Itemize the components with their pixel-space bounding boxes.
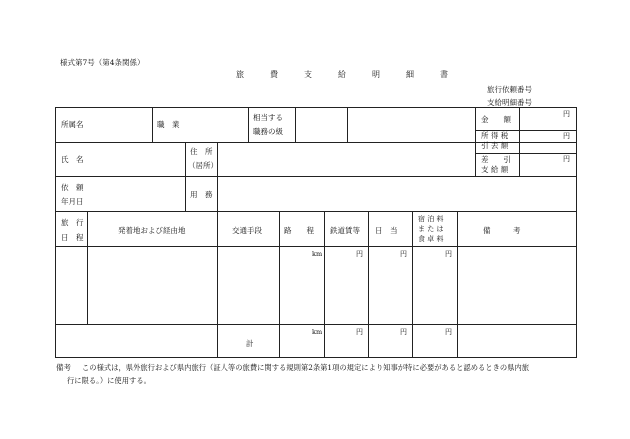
equivalent-post-label-2: 職務の級 [253,127,283,136]
net-pay-label-1: 差 引 [481,155,511,164]
note-line-1: この様式は，県外旅行および県内旅行（証人等の旅費に関する規則第2条第1項の規定により知事が特に必要があると認めるときの県内旅 [82,363,530,372]
equivalent-post-label-1: 相当する [253,113,283,122]
address-label-1: 住 所 [190,147,213,156]
transport-column-header: 交通手段 [232,226,262,235]
lodging-column-header-3: 食 卓 料 [418,235,444,243]
name-label: 氏 名 [61,155,84,164]
net-pay-yen-unit: 円 [563,155,570,163]
remarks-field[interactable] [458,247,575,356]
rail-fare-yen-unit: 円 [356,250,363,258]
amount-yen-unit: 円 [563,110,570,118]
distance-column-header: 路 程 [284,226,314,235]
page-title: 旅 費 支 給 明 細 書 [236,70,457,79]
amount-field[interactable] [520,108,575,129]
business-label: 用 務 [190,190,213,199]
business-field[interactable] [218,177,575,210]
remarks-column-header: 備 考 [483,226,521,235]
equivalent-post-field[interactable] [296,108,346,141]
itinerary-field[interactable] [56,247,86,323]
daily-allowance-column-header: 日 当 [375,226,398,235]
income-tax-yen-unit: 円 [563,132,570,140]
note-line-2: 行に限る。）に使用する。 [67,376,151,385]
income-tax-label-1: 所 得 税 [481,131,509,140]
net-pay-field[interactable] [520,154,575,175]
rail-fare-column-header: 鉄道賃等 [330,226,360,235]
total-label: 計 [246,339,254,348]
post-field[interactable] [185,108,247,141]
request-number-label: 旅行依頼番号 [487,85,532,94]
route-field[interactable] [88,247,216,323]
lodging-column-header-2: ま た は [418,225,444,233]
route-column-header: 発着地および経由地 [118,226,186,235]
payment-number-label: 支給明細番号 [487,98,532,107]
total-distance-km-unit: km [312,328,323,336]
itinerary-label-2: 日 程 [61,233,84,242]
income-tax-field[interactable] [520,131,575,152]
distance-km-unit: km [312,250,323,258]
name-field[interactable] [88,143,184,175]
net-pay-label-2: 支 給 額 [481,165,509,174]
request-date-field[interactable] [88,177,184,210]
amount-label: 金 額 [481,115,511,124]
total-daily-yen-unit: 円 [400,328,407,336]
request-date-label-1: 依 頼 [61,183,84,192]
itinerary-label-1: 旅 行 [61,218,84,227]
request-date-label-2: 年月日 [61,197,84,206]
address-field[interactable] [218,143,474,175]
form-number: 様式第7号（第4条関係） [60,58,145,67]
department-label: 所属名 [61,120,84,129]
note-label: 備考 [56,363,71,372]
post-label: 職 業 [157,120,180,129]
lodging-column-header-1: 宿 泊 料 [418,215,444,223]
daily-yen-unit: 円 [400,250,407,258]
department-field[interactable] [88,108,151,141]
lodging-yen-unit: 円 [445,250,452,258]
total-rail-fare-yen-unit: 円 [356,328,363,336]
total-lodging-yen-unit: 円 [445,328,452,336]
income-tax-label-2: 引 去 額 [481,141,509,150]
address-label-2: （居所） [188,161,218,170]
